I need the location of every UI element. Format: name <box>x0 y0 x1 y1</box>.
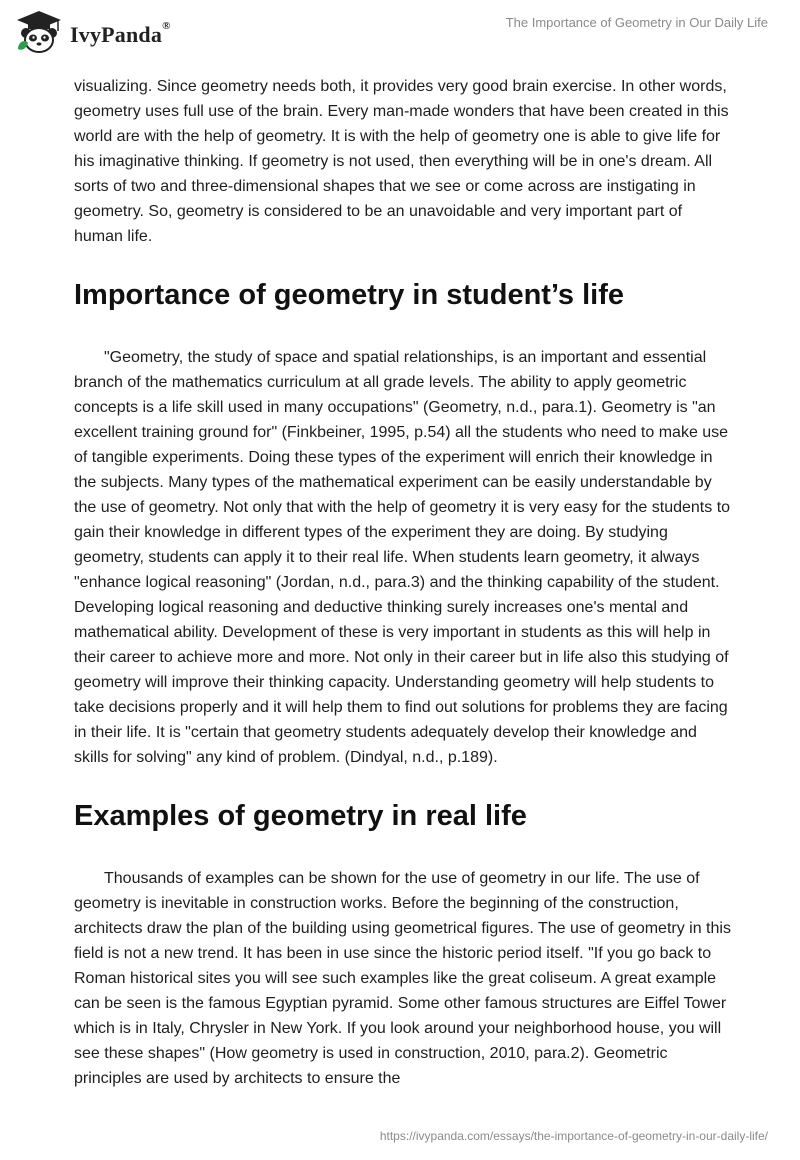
section-heading-real-life: Examples of geometry in real life <box>74 800 527 832</box>
section-paragraph-real-life: Thousands of examples can be shown for the use of geometry in our life. The use of geometry is inevitable in construction works. Before the beginning of the construction, architects draw the plan of the building using geometrical figures. The use of geometry in this field is not a new trend. It has been in use since the historic period itself. "If you go back to Roman historical sites you will see such examples like the great coliseum. A great example can be seen is the famous Egyptian pyramid. Some other famous structures are Eiffel Tower which is in Italy, Chrysler in New York. If you look around your neighborhood house, you will see these shapes" (How geometry is used in construction, 2010, para.2). Geometric principles are used by architects to ensure the <box>74 870 731 1087</box>
panda-graduate-icon <box>14 9 64 60</box>
intro-paragraph: visualizing. Since geometry needs both, it provides very good brain exercise. In other words, geometry uses full use of the brain. Every man-made wonders that have been created in this world are with the help of geometry. It is with the help of geometry one is able to give life for his imaginative thinking. If geometry is not used, then everything will be in one's dream. All sorts of two and three-dimensional shapes that we see or come across are instigating in geometry. So, geometry is considered to be an unavoidable and very important part of human life. <box>74 78 729 245</box>
brand-logo[interactable] <box>14 9 171 60</box>
source-url[interactable]: https://ivypanda.com/essays/the-importance-of-geometry-in-our-daily-life/ <box>379 1129 768 1143</box>
brand-name-text: IvyPanda <box>70 21 163 47</box>
document-title: The Importance of Geometry in Our Daily Life <box>505 15 768 30</box>
page-header <box>0 0 800 64</box>
section-heading-student-life: Importance of geometry in student’s life <box>74 279 625 311</box>
essay-body <box>74 74 734 1091</box>
registered-mark: ® <box>162 19 171 32</box>
brand-name <box>70 19 171 48</box>
section-paragraph-student-life: "Geometry, the study of space and spatial relationships, is an important and essential branch of the mathematics curriculum at all grade levels. The ability to apply geometric concepts is a life skill used in many occupations" (Geometry, n.d., para.1). Geometry is "an excellent training ground for" (Finkbeiner, 1995, p.54) all the students who need to make use of tangible experiments. Doing these types of the experiment will enrich their knowledge in the subjects. Many types of the mathematical experiment can be easily understandable by the use of geometry. Not only that with the help of geometry it is very easy for the students to gain their knowledge in different types of the experiment they are doing. By studying geometry, students can apply it to their real life. When students learn geometry, it always "enhance logical reasoning" (Jordan, n.d., para.3) and the thinking capability of the student. Developing logical reasoning and deductive thinking surely increases one's mental and mathematical ability. Development of these is very important in students as this will help in their career to achieve more and more. Not only in their career but in life also this studying of geometry will improve their thinking capacity. Understanding geometry will help students to take decisions properly and it will help them to find out solutions for problems they are facing in their life. It is "certain that geometry students adequately develop their knowledge and skills for solving" any kind of problem. (Dindyal, n.d., p.189). <box>74 349 731 766</box>
